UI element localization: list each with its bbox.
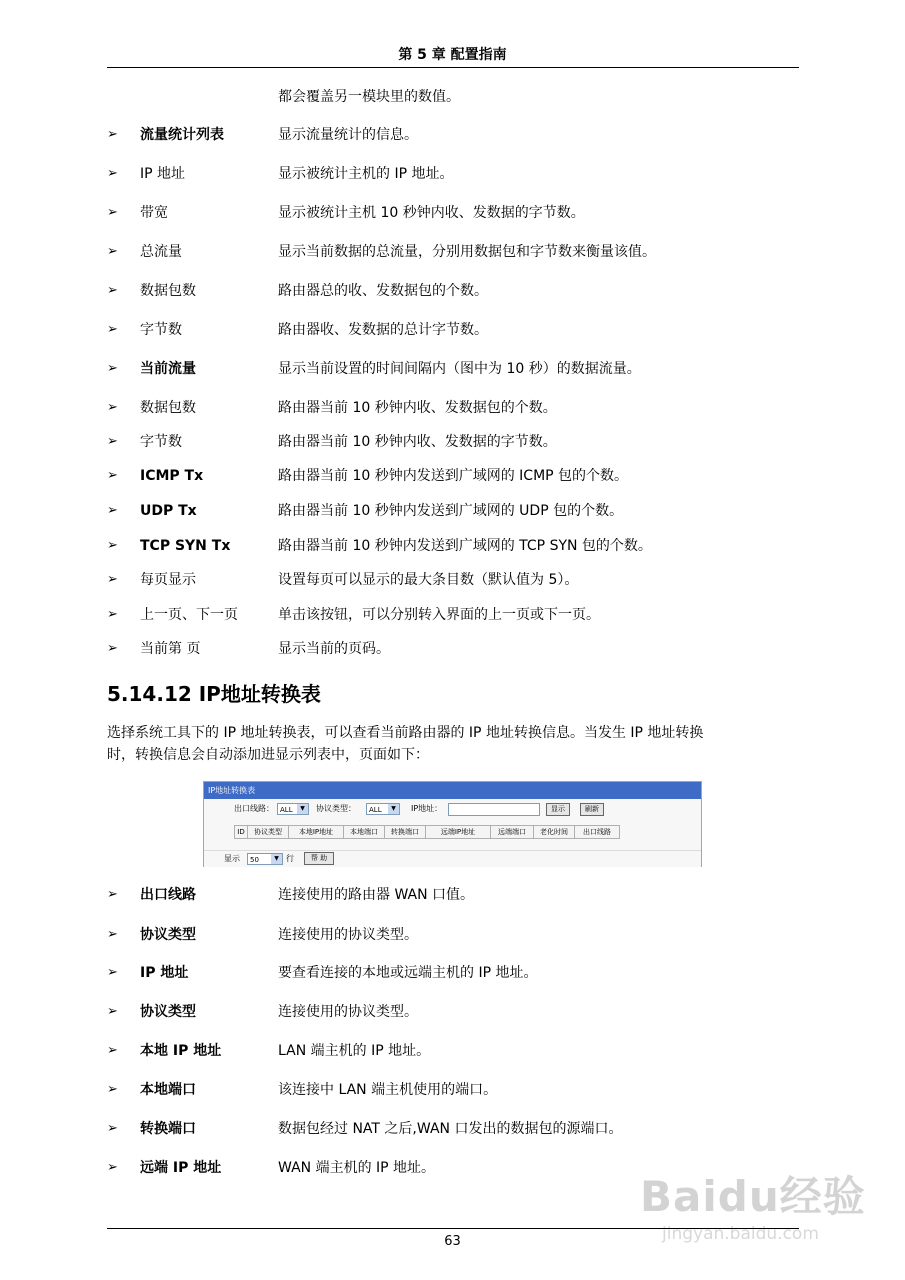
section-paragraph xyxy=(107,722,799,766)
list-item-description: 路由器收、发数据的总计字节数。 xyxy=(278,322,488,338)
list-item-term: 数据包数 xyxy=(140,283,196,299)
list-item xyxy=(107,431,807,453)
per-page-value: 50 xyxy=(250,856,259,864)
bullet-arrow-icon: ➢ xyxy=(107,965,118,980)
list-item-description: 显示被统计主机 10 秒钟内收、发数据的字节数。 xyxy=(278,205,585,221)
bullet-arrow-icon: ➢ xyxy=(107,538,118,553)
list-item-term: 当前第 页 xyxy=(140,641,201,657)
bullet-arrow-icon: ➢ xyxy=(107,166,118,181)
list-item xyxy=(107,202,807,224)
bullet-arrow-icon: ➢ xyxy=(107,434,118,449)
footer-rule xyxy=(107,1228,799,1229)
outlet-select[interactable] xyxy=(277,803,309,815)
list-item-description: 显示当前数据的总流量，分别用数据包和字节数来衡量该值。 xyxy=(278,244,656,260)
protocol-select-value: ALL xyxy=(369,806,382,814)
screenshot-title: IP地址转换表 xyxy=(204,782,701,799)
watermark-logo: Baidu经验 xyxy=(640,1172,866,1221)
list-item-term: 本地端口 xyxy=(140,1082,196,1098)
protocol-label: 协议类型： xyxy=(316,804,356,813)
list-item-term: 每页显示 xyxy=(140,572,196,588)
list-item-term: 字节数 xyxy=(140,434,182,450)
continuation-text: 都会覆盖另一模块里的数值。 xyxy=(278,89,460,105)
section-heading: 5.14.12 IP地址转换表 xyxy=(107,682,321,706)
table-column-header: 远端端口 xyxy=(490,825,534,839)
list-item-term: IP 地址 xyxy=(140,965,189,981)
list-item-description: 显示当前的页码。 xyxy=(278,641,390,657)
bullet-arrow-icon: ➢ xyxy=(107,1082,118,1097)
list-item xyxy=(107,884,807,906)
list-item xyxy=(107,280,807,302)
list-item-description: 设置每页可以显示的最大条目数（默认值为 5）。 xyxy=(278,572,579,588)
nat-table-screenshot xyxy=(203,781,702,867)
outlet-select-value: ALL xyxy=(280,806,293,814)
list-item-term: 出口线路 xyxy=(140,887,196,903)
list-item-description: 显示被统计主机的 IP 地址。 xyxy=(278,166,454,182)
list-item-description: LAN 端主机的 IP 地址。 xyxy=(278,1043,431,1059)
bullet-arrow-icon: ➢ xyxy=(107,400,118,415)
outlet-label: 出口线路： xyxy=(234,804,274,813)
bullet-arrow-icon: ➢ xyxy=(107,127,118,142)
list-item-description: 连接使用的路由器 WAN 口值。 xyxy=(278,887,475,903)
list-item xyxy=(107,1079,807,1101)
list-item-description: 路由器当前 10 秒钟内收、发数据的字节数。 xyxy=(278,434,557,450)
bullet-arrow-icon: ➢ xyxy=(107,244,118,259)
paragraph-line: 时，转换信息会自动添加进显示列表中，页面如下： xyxy=(107,747,429,763)
table-column-header: 远端IP地址 xyxy=(425,825,491,839)
list-item-description: 路由器当前 10 秒钟内发送到广域网的 ICMP 包的个数。 xyxy=(278,468,629,484)
list-item xyxy=(107,604,807,626)
list-item-term: 数据包数 xyxy=(140,400,196,416)
list-item xyxy=(107,124,807,146)
list-item-term: 上一页、下一页 xyxy=(140,607,238,623)
protocol-select[interactable] xyxy=(366,803,400,815)
bullet-arrow-icon: ➢ xyxy=(107,887,118,902)
chapter-header: 第 5 章 配置指南 xyxy=(398,47,507,63)
bullet-arrow-icon: ➢ xyxy=(107,205,118,220)
bullet-arrow-icon: ➢ xyxy=(107,361,118,376)
bullet-arrow-icon: ➢ xyxy=(107,283,118,298)
list-item-description: WAN 端主机的 IP 地址。 xyxy=(278,1160,436,1176)
list-item xyxy=(107,1001,807,1023)
list-item-term: TCP SYN Tx xyxy=(140,538,231,554)
list-item-term: 协议类型 xyxy=(140,1004,196,1020)
list-item-term: 协议类型 xyxy=(140,927,196,943)
page-number: 63 xyxy=(444,1234,461,1249)
bullet-arrow-icon: ➢ xyxy=(107,607,118,622)
list-item xyxy=(107,962,807,984)
bullet-arrow-icon: ➢ xyxy=(107,1043,118,1058)
screenshot-footer xyxy=(204,850,701,867)
watermark-url: jingyan.baidu.com xyxy=(662,1224,819,1244)
bullet-arrow-icon: ➢ xyxy=(107,641,118,656)
list-item-description: 连接使用的协议类型。 xyxy=(278,927,418,943)
list-item-term: 本地 IP 地址 xyxy=(140,1043,222,1059)
table-column-header: 老化时间 xyxy=(533,825,575,839)
nat-table-header xyxy=(234,825,619,839)
list-item-description: 数据包经过 NAT 之后,WAN 口发出的数据包的源端口。 xyxy=(278,1121,623,1137)
paragraph-line: 选择系统工具下的 IP 地址转换表，可以查看当前路由器的 IP 地址转换信息。当发生 IP 地址转换 xyxy=(107,725,704,741)
list-item-term: ICMP Tx xyxy=(140,468,204,484)
ip-label: IP地址： xyxy=(411,804,443,813)
list-item xyxy=(107,319,807,341)
refresh-button[interactable]: 刷新 xyxy=(580,803,604,816)
list-item-description: 路由器当前 10 秒钟内收、发数据包的个数。 xyxy=(278,400,557,416)
list-item xyxy=(107,924,807,946)
list-item-term: UDP Tx xyxy=(140,503,197,519)
list-item-description: 路由器当前 10 秒钟内发送到广域网的 TCP SYN 包的个数。 xyxy=(278,538,652,554)
list-item-term: 总流量 xyxy=(140,244,182,260)
list-item xyxy=(107,500,807,522)
list-item-term: 带宽 xyxy=(140,205,168,221)
bullet-arrow-icon: ➢ xyxy=(107,468,118,483)
list-item xyxy=(107,465,807,487)
list-item-term: 远端 IP 地址 xyxy=(140,1160,222,1176)
list-item-description: 该连接中 LAN 端主机使用的端口。 xyxy=(278,1082,498,1098)
chevron-down-icon: ▼ xyxy=(271,854,282,864)
table-column-header: 本地IP地址 xyxy=(288,825,344,839)
list-item xyxy=(107,163,807,185)
list-item xyxy=(107,397,807,419)
list-item xyxy=(107,1118,807,1140)
bullet-arrow-icon: ➢ xyxy=(107,1160,118,1175)
list-item-term: 转换端口 xyxy=(140,1121,196,1137)
list-item-description: 路由器总的收、发数据包的个数。 xyxy=(278,283,488,299)
table-column-header: 转换端口 xyxy=(384,825,426,839)
show-button[interactable]: 显示 xyxy=(546,803,570,816)
list-item-term: 字节数 xyxy=(140,322,182,338)
list-item-description: 路由器当前 10 秒钟内发送到广域网的 UDP 包的个数。 xyxy=(278,503,624,519)
chevron-down-icon: ▼ xyxy=(388,804,399,814)
per-page-label: 显示 xyxy=(224,854,240,863)
bullet-arrow-icon: ➢ xyxy=(107,503,118,518)
rows-suffix: 行 xyxy=(286,854,294,863)
list-item xyxy=(107,569,807,591)
bullet-arrow-icon: ➢ xyxy=(107,572,118,587)
list-item-description: 连接使用的协议类型。 xyxy=(278,1004,418,1020)
list-item xyxy=(107,535,807,557)
table-column-header: 本地端口 xyxy=(343,825,385,839)
list-item xyxy=(107,638,807,660)
table-column-header: 出口线路 xyxy=(574,825,620,839)
bullet-arrow-icon: ➢ xyxy=(107,1004,118,1019)
list-item xyxy=(107,1040,807,1062)
list-item-description: 显示当前设置的时间间隔内（图中为 10 秒）的数据流量。 xyxy=(278,361,641,377)
chevron-down-icon: ▼ xyxy=(297,804,308,814)
list-item xyxy=(107,241,807,263)
bullet-arrow-icon: ➢ xyxy=(107,927,118,942)
ip-address-input[interactable] xyxy=(448,803,540,816)
per-page-select[interactable] xyxy=(247,853,283,865)
list-item xyxy=(107,358,807,380)
bullet-arrow-icon: ➢ xyxy=(107,322,118,337)
help-button[interactable]: 帮 助 xyxy=(304,852,334,865)
list-item-description: 显示流量统计的信息。 xyxy=(278,127,418,143)
list-item-term: 当前流量 xyxy=(140,361,196,377)
table-column-header: ID xyxy=(234,825,248,839)
list-item-description: 要查看连接的本地或远端主机的 IP 地址。 xyxy=(278,965,538,981)
table-column-header: 协议类型 xyxy=(247,825,289,839)
list-item-term: IP 地址 xyxy=(140,166,186,182)
bullet-arrow-icon: ➢ xyxy=(107,1121,118,1136)
header-rule xyxy=(107,67,799,68)
list-item-description: 单击该按钮，可以分别转入界面的上一页或下一页。 xyxy=(278,607,600,623)
list-item-term: 流量统计列表 xyxy=(140,127,224,143)
